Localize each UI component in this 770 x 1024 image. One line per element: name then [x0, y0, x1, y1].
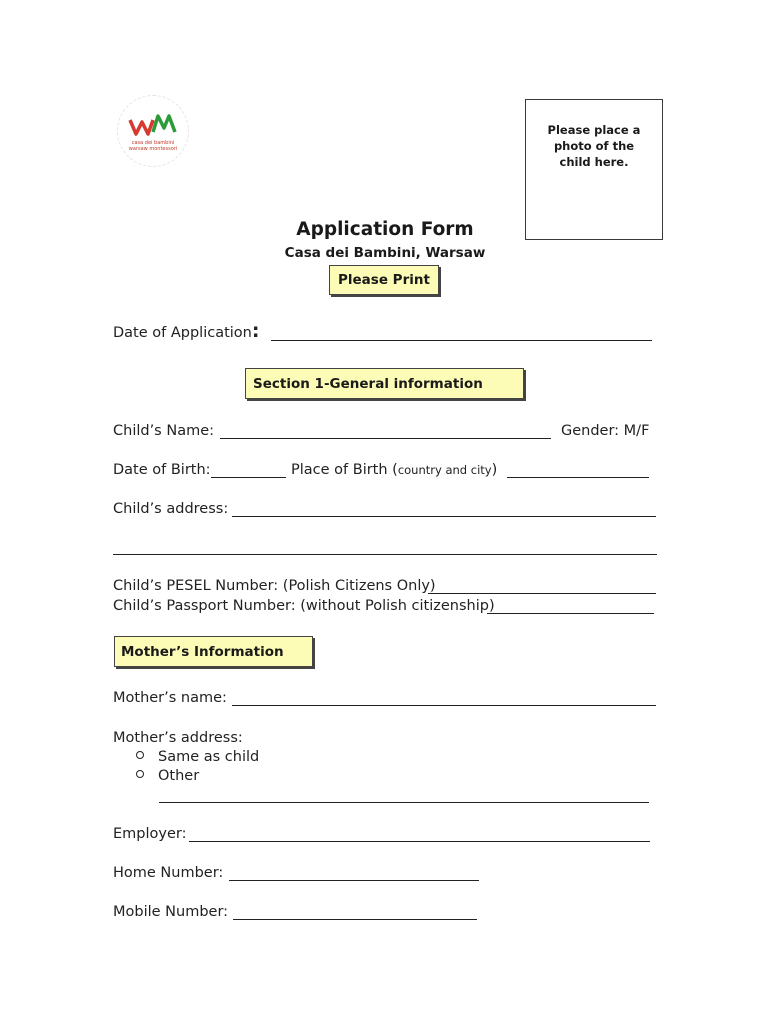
date-of-application-row	[113, 320, 259, 342]
place-of-birth-field[interactable]	[507, 477, 649, 478]
photo-instruction: Please place a photo of the child here.	[547, 123, 641, 169]
mother-heading-box	[114, 636, 313, 667]
mobile-number-label: Mobile Number:	[113, 904, 229, 920]
mothers-name-field[interactable]	[232, 705, 656, 706]
section-1-heading-box	[245, 368, 524, 399]
gender-label: Gender: M/F	[561, 423, 650, 439]
place-of-birth-hint: country and city	[397, 463, 492, 477]
childs-name-field[interactable]	[220, 438, 551, 439]
pesel-field[interactable]	[428, 593, 656, 594]
childs-address-label: Child’s address:	[113, 501, 229, 517]
option-same-as-child[interactable]	[136, 749, 259, 765]
home-number-field[interactable]	[229, 880, 479, 881]
date-of-birth-field[interactable]	[211, 477, 286, 478]
option-same-as-child-label: Same as child	[158, 749, 260, 765]
option-other-label: Other	[158, 768, 200, 784]
pesel-label: Child’s PESEL Number: (Polish Citizens Only)	[113, 578, 436, 594]
option-other[interactable]	[136, 768, 199, 784]
date-of-application-field[interactable]	[271, 340, 652, 341]
passport-field[interactable]	[487, 613, 654, 614]
employer-field[interactable]	[189, 841, 650, 842]
date-of-application-label: Date of Application	[113, 325, 252, 341]
childs-name-label: Child’s Name:	[113, 423, 215, 439]
form-title: Application Form	[296, 219, 474, 240]
place-of-birth-close: )	[491, 462, 498, 478]
logo-line-1: casa dei bambini	[131, 140, 175, 146]
passport-label: Child’s Passport Number: (without Polish citizenship)	[113, 598, 495, 614]
place-of-birth-label: Place of Birth (	[291, 462, 398, 478]
date-of-application-colon: :	[251, 320, 260, 342]
date-of-birth-label: Date of Birth:	[113, 462, 211, 478]
school-logo	[117, 95, 189, 167]
radio-circle-icon	[136, 751, 144, 759]
mothers-name-label: Mother’s name:	[113, 690, 227, 706]
mother-heading: Mother’s Information	[121, 643, 284, 660]
mothers-address-label: Mother’s address:	[113, 730, 243, 746]
place-of-birth-row	[291, 462, 497, 478]
form-subtitle: Casa dei Bambini, Warsaw	[284, 245, 486, 261]
please-print-box	[329, 265, 439, 295]
wm-logo-icon	[127, 110, 179, 140]
section-1-heading: Section 1-General information	[253, 375, 483, 392]
mothers-address-other-field[interactable]	[159, 802, 649, 803]
logo-line-2: warsaw montessori	[128, 146, 178, 152]
mobile-number-field[interactable]	[233, 919, 477, 920]
home-number-label: Home Number:	[113, 865, 224, 881]
please-print-label: Please Print	[338, 272, 430, 288]
radio-circle-icon	[136, 770, 144, 778]
employer-label: Employer:	[113, 826, 187, 842]
childs-address-field-2[interactable]	[113, 554, 657, 555]
childs-address-field-1[interactable]	[232, 516, 656, 517]
